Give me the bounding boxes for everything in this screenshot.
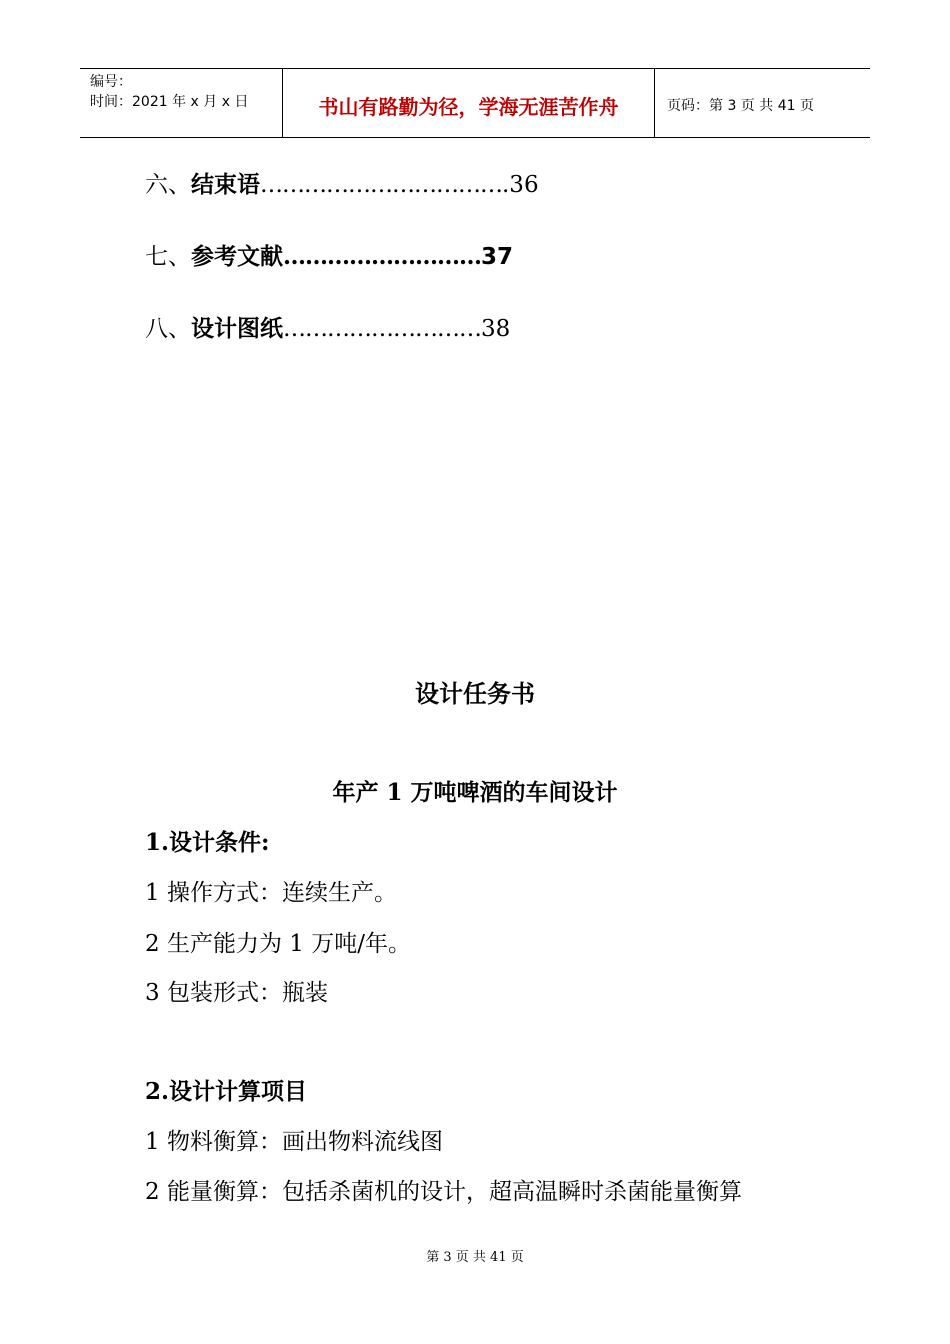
time-label: 时间：2021 年 x 月 x 日 — [90, 94, 249, 110]
list-item: 2 能量衡算：包括杀菌机的设计，超高温瞬时杀菌能量衡算 — [145, 1179, 742, 1205]
toc-title: 结束语 — [191, 172, 260, 198]
toc-number: 八、 — [145, 316, 191, 342]
toc-leader: …………………………… — [260, 172, 502, 198]
header-motto — [282, 69, 655, 137]
header-meta — [80, 69, 282, 137]
page-header — [80, 68, 870, 138]
assignment-title: 设计任务书 — [415, 680, 535, 708]
page-info-text: 页码：第 3 页 共 41 页 — [667, 98, 814, 114]
header-page-info — [655, 69, 870, 137]
list-item: 1 物料衡算：画出物料流线图 — [145, 1129, 443, 1155]
list-item: 1 操作方式：连续生产。 — [145, 880, 397, 906]
toc-number: 六、 — [145, 172, 191, 198]
toc-entry[interactable] — [145, 314, 510, 344]
assignment-subtitle: 年产 1 万吨啤酒的车间设计 — [332, 779, 618, 806]
toc-leader: ……………………… — [283, 316, 481, 342]
list-item: 2 生产能力为 1 万吨/年。 — [145, 931, 411, 957]
page-footer: 第 3 页 共 41 页 — [426, 1250, 524, 1265]
toc-page: 37 — [481, 244, 514, 270]
toc-entry[interactable] — [145, 170, 539, 200]
toc-title: 设计图纸 — [191, 316, 283, 342]
toc-page: 38 — [481, 316, 511, 342]
section-heading: 1.设计条件: — [145, 829, 270, 856]
toc-number: 七、 — [145, 244, 191, 270]
toc-entry[interactable] — [145, 242, 513, 272]
toc-title: 参考文献 — [191, 244, 283, 270]
section-heading: 2.设计计算项目 — [145, 1078, 308, 1105]
toc-page: .36 — [502, 172, 539, 198]
list-item: 3 包装形式：瓶装 — [145, 980, 328, 1006]
serial-label: 编号： — [90, 74, 132, 90]
motto-text: 书山有路勤为径，学海无涯苦作舟 — [318, 94, 619, 119]
toc-leader: ……………………… — [283, 243, 481, 270]
